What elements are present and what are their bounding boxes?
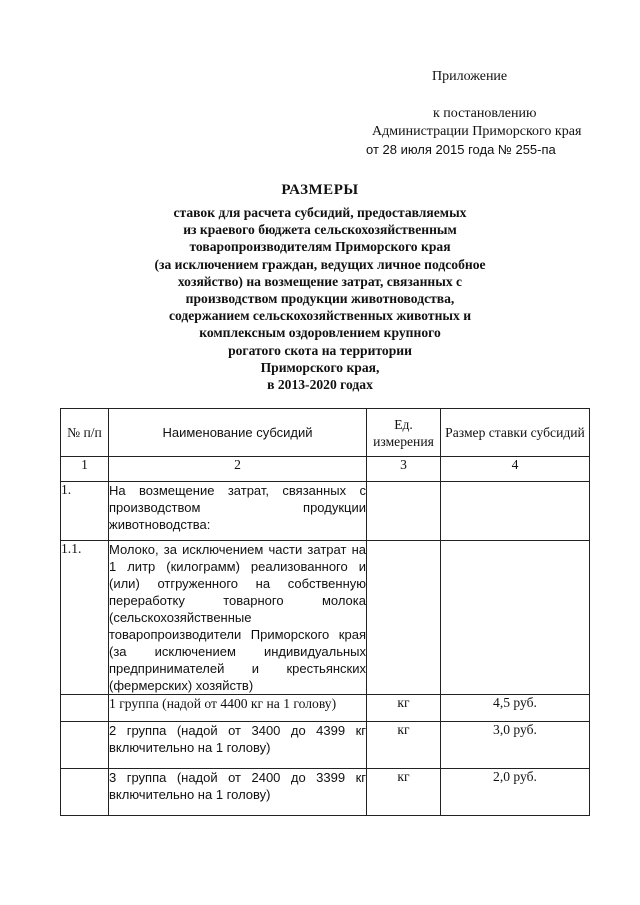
header-unit: Ед. измерения bbox=[367, 409, 441, 457]
row-num bbox=[61, 769, 109, 816]
table-header-row bbox=[61, 409, 590, 457]
row-unit bbox=[367, 541, 441, 695]
table-row bbox=[61, 541, 590, 695]
row-num: 1.1. bbox=[61, 541, 109, 695]
row-name: 3 группа (надой от 2400 до 3399 кг включительно на 1 голову) bbox=[109, 769, 367, 816]
subtitle-line: из краевого бюджета сельскохозяйственным bbox=[183, 222, 457, 238]
table-row bbox=[61, 722, 590, 769]
row-num bbox=[61, 722, 109, 769]
row-name: 2 группа (надой от 3400 до 4399 кг включительно на 1 голову) bbox=[109, 722, 367, 769]
rates-table bbox=[60, 408, 590, 816]
column-index-row bbox=[61, 457, 590, 482]
subtitle-line: (за исключением граждан, ведущих личное подсобное bbox=[154, 256, 486, 272]
row-rate: 2,0 руб. bbox=[441, 769, 590, 816]
header-num: № п/п bbox=[61, 409, 109, 457]
subtitle-line: рогатого скота на территории bbox=[228, 342, 412, 358]
column-index: 2 bbox=[109, 457, 367, 482]
subtitle-line: хозяйство) на возмещение затрат, связанных с bbox=[177, 273, 463, 289]
document-title: РАЗМЕРЫ bbox=[281, 182, 359, 198]
table-row bbox=[61, 695, 590, 722]
row-unit: кг bbox=[367, 769, 441, 816]
subtitle-line: производством продукции животноводства, bbox=[185, 291, 455, 307]
appendix-administration: Администрации Приморского края bbox=[372, 124, 582, 139]
subtitle-line: содержанием сельскохозяйственных животных и bbox=[168, 308, 472, 324]
subtitle-line: комплексным оздоровлением крупного bbox=[199, 325, 441, 341]
appendix-date-number: от 28 июля 2015 года № 255-па bbox=[366, 142, 556, 157]
row-unit: кг bbox=[367, 695, 441, 722]
row-num: 1. bbox=[61, 482, 109, 541]
subtitle-line: товаропроизводителям Приморского края bbox=[189, 239, 451, 255]
row-unit bbox=[367, 482, 441, 541]
row-name: Молоко, за исключением части затрат на 1 литр (килограмм) реализованного и (или) отгруженного на собственную переработку товарного молока (сельскохозяйственные товаропроизводители Приморского края (за исключением индивидуальных предпринимателей и крестьянских (фермерских) хозяйств) bbox=[109, 542, 366, 693]
subtitle-line: Приморского края, bbox=[260, 359, 380, 375]
row-rate bbox=[441, 482, 590, 541]
subtitle-line: в 2013-2020 годах bbox=[267, 377, 373, 393]
row-rate bbox=[441, 541, 590, 695]
header-name: Наименование субсидий bbox=[109, 409, 367, 457]
column-index: 4 bbox=[441, 457, 590, 482]
table-row bbox=[61, 769, 590, 816]
row-rate: 4,5 руб. bbox=[441, 695, 590, 722]
document-subtitle bbox=[120, 204, 520, 393]
subtitle-line: ставок для расчета субсидий, предоставляемых bbox=[173, 205, 467, 220]
appendix-resolution: к постановлению bbox=[433, 106, 537, 121]
row-rate: 3,0 руб. bbox=[441, 722, 590, 769]
row-unit: кг bbox=[367, 722, 441, 769]
column-index: 3 bbox=[367, 457, 441, 482]
appendix-title: Приложение bbox=[432, 69, 508, 84]
row-num bbox=[61, 695, 109, 722]
column-index: 1 bbox=[61, 457, 109, 482]
row-name: На возмещение затрат, связанных с производством продукции животноводства: bbox=[109, 482, 367, 541]
table-row bbox=[61, 482, 590, 541]
row-name: 1 группа (надой от 4400 кг на 1 голову) bbox=[109, 695, 367, 722]
header-rate: Размер ставки субсидий bbox=[441, 409, 590, 457]
